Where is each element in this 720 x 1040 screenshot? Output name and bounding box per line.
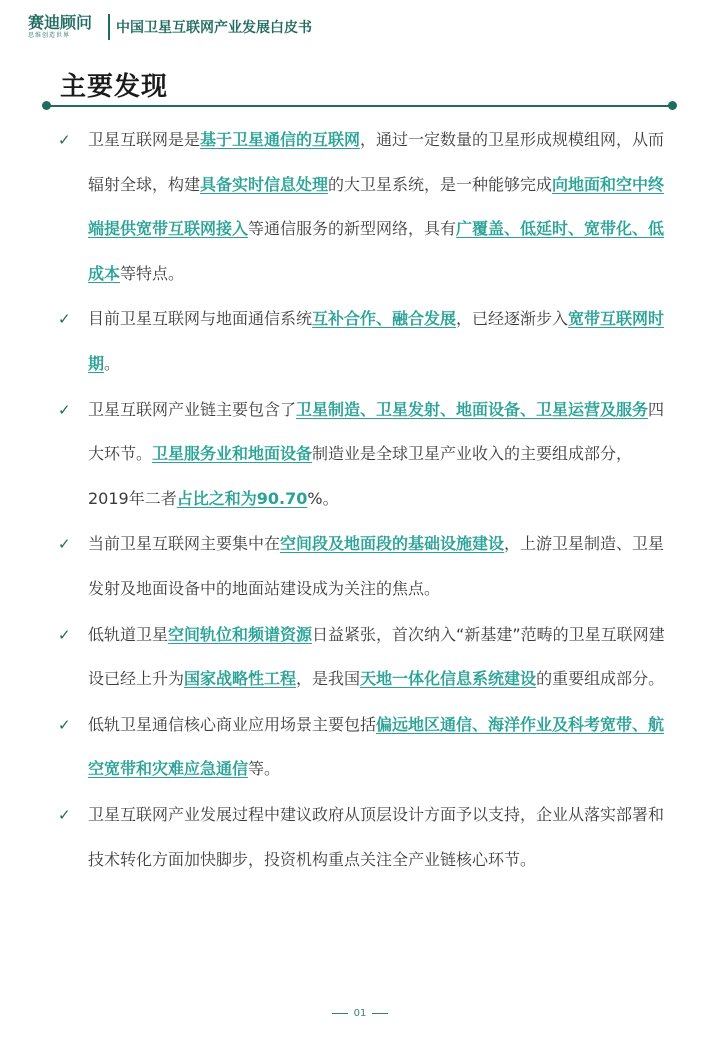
finding-text: 四大环节。 (88, 399, 665, 464)
finding-highlight: 偏远地区通信、海洋作业及科考宽带、航空宽带和灾难应急通信 (88, 714, 665, 779)
finding-text: 等。 (248, 759, 281, 779)
finding-item (56, 388, 668, 522)
finding-text: 卫星互联网产业发展过程中建议政府从顶层设计方面予以支持，企业从落实部署和技术转化方面加快脚步，投资机构重点关注全产业链核心环节。 (88, 804, 665, 869)
finding-item (56, 793, 668, 882)
finding-text: 低轨卫星通信核心商业应用场景主要包括 (88, 714, 377, 734)
finding-highlight: 卫星制造、卫星发射、地面设备、卫星运营及服务 (296, 399, 649, 419)
finding-text: ，上游卫星制造、卫星发射及地面设备中的地面站建设成为关注的焦点。 (88, 534, 665, 598)
finding-text: 的重要组成部分。 (536, 669, 665, 689)
footer-line-right (372, 1013, 388, 1014)
finding-text: 等特点。 (120, 263, 185, 283)
finding-text: ，通过一定数量的卫星形成规模组网，从而辐射全球，构建 (88, 130, 665, 194)
check-icon: ✓ (58, 400, 71, 419)
company-logo (28, 14, 102, 40)
check-icon: ✓ (58, 131, 71, 149)
footer-line-left (332, 1013, 348, 1014)
finding-text: 的大卫星系统，是一种能够完成 (328, 174, 553, 194)
finding-text: 当前卫星互联网主要集中在 (88, 534, 281, 554)
finding-text: 日益紧张，首次纳入“新基建”范畴的卫星互联网建设已经上升为 (88, 624, 665, 689)
section-title: 主要发现 (60, 72, 169, 102)
page-header (28, 10, 312, 44)
finding-highlight: 占比之和为90.70 (176, 488, 308, 508)
finding-text: 低轨道卫星 (88, 624, 169, 644)
findings-list (56, 118, 668, 883)
check-icon: ✓ (58, 805, 71, 824)
check-icon: ✓ (58, 715, 71, 734)
finding-highlight: 基于卫星通信的互联网 (200, 130, 361, 149)
finding-highlight: 空间轨位和频谱资源 (168, 624, 313, 644)
finding-highlight: 天地一体化信息系统建设 (360, 669, 537, 689)
finding-text: %。 (307, 488, 339, 508)
check-icon: ✓ (58, 625, 71, 644)
finding-highlight: 卫星服务业和地面设备 (152, 444, 313, 464)
finding-item (56, 613, 668, 702)
finding-highlight: 向地面和空中终端提供宽带互联网接入 (88, 174, 665, 239)
finding-item (56, 297, 668, 386)
check-icon: ✓ (58, 310, 71, 329)
finding-highlight: 宽带互联网时期 (88, 309, 665, 373)
finding-item (56, 703, 668, 792)
finding-text: 目前卫星互联网与地面通信系统 (88, 309, 313, 329)
finding-highlight: 互补合作、融合发展 (312, 309, 457, 329)
finding-highlight: 空间段及地面段的基础设施建设 (280, 534, 505, 554)
logo-tagline: 思维创造世界 (28, 32, 71, 39)
finding-text: 卫星互联网是是 (88, 130, 201, 149)
document-title: 中国卫星互联网产业发展白皮书 (116, 20, 312, 36)
finding-highlight: 国家战略性工程 (184, 669, 297, 689)
finding-text: 。 (104, 353, 121, 373)
logo-main-text: 赛迪顾问 (28, 13, 93, 32)
finding-text: ，是我国 (296, 669, 361, 689)
page-footer (0, 1008, 720, 1019)
finding-text: 卫星互联网产业链主要包含了 (88, 399, 297, 419)
finding-text: 制造业是全球卫星产业收入的主要组成部分，2019年二者 (88, 444, 633, 508)
title-rule-left-dot (42, 101, 51, 110)
finding-highlight: 具备实时信息处理 (200, 174, 329, 194)
finding-item (56, 118, 668, 296)
finding-highlight: 广覆盖、低延时、宽带化、低成本 (88, 219, 665, 283)
header-divider (108, 14, 110, 40)
title-rule (46, 105, 672, 107)
page-number: 01 (353, 1008, 367, 1019)
finding-text: 等通信服务的新型网络，具有 (248, 219, 457, 239)
finding-text: ，已经逐渐步入 (456, 309, 569, 329)
finding-item (56, 522, 668, 611)
title-rule-right-dot (668, 101, 677, 110)
check-icon: ✓ (58, 535, 71, 554)
